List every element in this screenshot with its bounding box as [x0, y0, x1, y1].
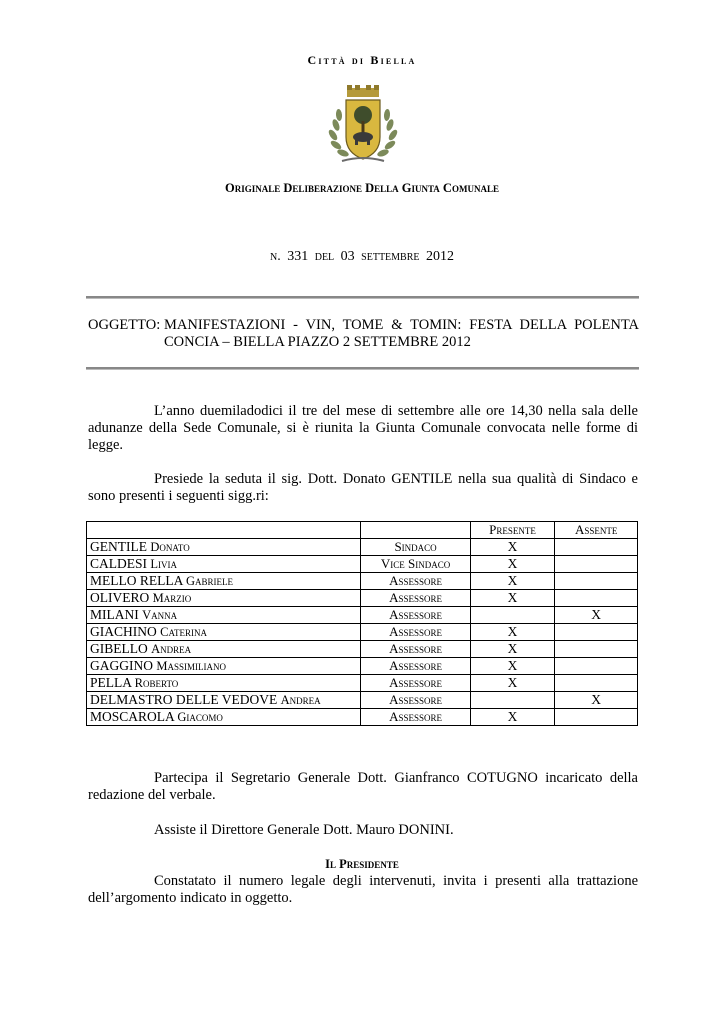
member-surname: GAGGINO: [90, 658, 153, 673]
table-row: [87, 573, 638, 590]
member-surname: MILANI: [90, 607, 139, 622]
table-row: [87, 607, 638, 624]
table-row: [87, 709, 638, 726]
director-paragraph: Assiste il Direttore Generale Dott. Mauro DONINI.: [154, 822, 454, 838]
member-given-name: Marzio: [152, 591, 192, 605]
member-given-name: Andrea: [151, 642, 192, 656]
table-row: [87, 590, 638, 607]
absent-mark: [555, 539, 638, 556]
member-name: [87, 539, 361, 556]
member-name: [87, 607, 361, 624]
top-divider: [86, 296, 639, 299]
member-surname: GENTILE: [90, 539, 147, 554]
absent-mark: X: [555, 607, 638, 624]
member-role: Assessore: [361, 692, 470, 709]
absent-mark: X: [555, 692, 638, 709]
member-name: [87, 675, 361, 692]
header-empty-name: [87, 522, 361, 539]
member-given-name: Vanna: [142, 608, 178, 622]
member-role: Assessore: [361, 658, 470, 675]
absent-mark: [555, 573, 638, 590]
absent-mark: [555, 709, 638, 726]
table-row: [87, 556, 638, 573]
member-surname: GIACHINO: [90, 624, 157, 639]
closing-paragraph: Constatato il numero legale degli intervenuti, invita i presenti alla trattazione dell’argomento indicato in oggetto.: [88, 873, 638, 906]
present-mark: X: [470, 590, 555, 607]
attendance-header-row: [87, 522, 638, 539]
member-role: Assessore: [361, 573, 470, 590]
member-given-name: Andrea: [280, 693, 321, 707]
presides-paragraph: Presiede la seduta il sig. Dott. Donato GENTILE nella sua qualità di Sindaco e sono presenti i seguenti sigg.ri:: [88, 471, 638, 504]
absent-mark: [555, 624, 638, 641]
present-mark: X: [470, 539, 555, 556]
member-role: Assessore: [361, 590, 470, 607]
absent-mark: [555, 556, 638, 573]
present-mark: X: [470, 709, 555, 726]
member-role: Assessore: [361, 709, 470, 726]
present-mark: X: [470, 624, 555, 641]
present-mark: X: [470, 658, 555, 675]
member-given-name: Massimiliano: [156, 659, 226, 673]
present-mark: [470, 607, 555, 624]
header-empty-role: [361, 522, 470, 539]
member-role: Assessore: [361, 607, 470, 624]
absent-mark: [555, 658, 638, 675]
member-surname: MELLO RELLA: [90, 573, 183, 588]
member-given-name: Roberto: [134, 676, 179, 690]
member-role: Assessore: [361, 624, 470, 641]
table-row: [87, 675, 638, 692]
absent-mark: [555, 675, 638, 692]
city-heading: Città di Biella: [307, 53, 417, 67]
table-row: [87, 641, 638, 658]
member-name: [87, 624, 361, 641]
member-given-name: Donato: [150, 540, 190, 554]
member-given-name: Giacomo: [177, 710, 223, 724]
member-role: Assessore: [361, 675, 470, 692]
member-surname: OLIVERO: [90, 590, 150, 605]
member-name: [87, 556, 361, 573]
secretary-paragraph: Partecipa il Segretario Generale Dott. Gianfranco COTUGNO incaricato della redazione del verbale.: [88, 770, 638, 803]
member-surname: MOSCAROLA: [90, 709, 175, 724]
present-mark: X: [470, 641, 555, 658]
present-mark: X: [470, 556, 555, 573]
subject-line-1: MANIFESTAZIONI - VIN, TOME & TOMIN: FESTA DELLA POLENTA: [164, 317, 639, 333]
member-surname: DELMASTRO DELLE VEDOVE: [90, 692, 278, 707]
member-name: [87, 573, 361, 590]
member-name: [87, 709, 361, 726]
member-name: [87, 641, 361, 658]
attendance-table: [86, 521, 638, 726]
member-given-name: Livia: [150, 557, 178, 571]
member-role: Assessore: [361, 641, 470, 658]
deliberation-number: n. 331 del 03 settembre 2012: [270, 249, 454, 264]
bottom-divider: [86, 367, 639, 370]
member-given-name: Gabriele: [186, 574, 234, 588]
member-name: [87, 590, 361, 607]
absent-mark: [555, 641, 638, 658]
member-name: [87, 692, 361, 709]
president-title: Il Presidente: [325, 857, 399, 871]
intro-paragraph: L’anno duemiladodici il tre del mese di settembre alle ore 14,30 nella sala delle adunanze della Sede Comunale, si è riunita la Giunta Comunale convocata nelle forme di legge.: [88, 403, 638, 453]
header-present: Presente: [470, 522, 555, 539]
member-given-name: Caterina: [160, 625, 207, 639]
document-subtitle: Originale Deliberazione Della Giunta Comunale: [225, 181, 499, 195]
member-name: [87, 658, 361, 675]
member-role: Vice Sindaco: [361, 556, 470, 573]
absent-mark: [555, 590, 638, 607]
subject-label: OGGETTO:: [88, 317, 161, 333]
header-absent: Assente: [555, 522, 638, 539]
present-mark: [470, 692, 555, 709]
table-row: [87, 692, 638, 709]
member-surname: GIBELLO: [90, 641, 148, 656]
present-mark: X: [470, 675, 555, 692]
coat-of-arms-icon: [322, 85, 404, 167]
table-row: [87, 658, 638, 675]
member-surname: PELLA: [90, 675, 132, 690]
table-row: [87, 624, 638, 641]
present-mark: X: [470, 573, 555, 590]
subject-line-2: CONCIA – BIELLA PIAZZO 2 SETTEMBRE 2012: [164, 334, 471, 350]
table-row: [87, 539, 638, 556]
member-role: Sindaco: [361, 539, 470, 556]
member-surname: CALDESI: [90, 556, 147, 571]
